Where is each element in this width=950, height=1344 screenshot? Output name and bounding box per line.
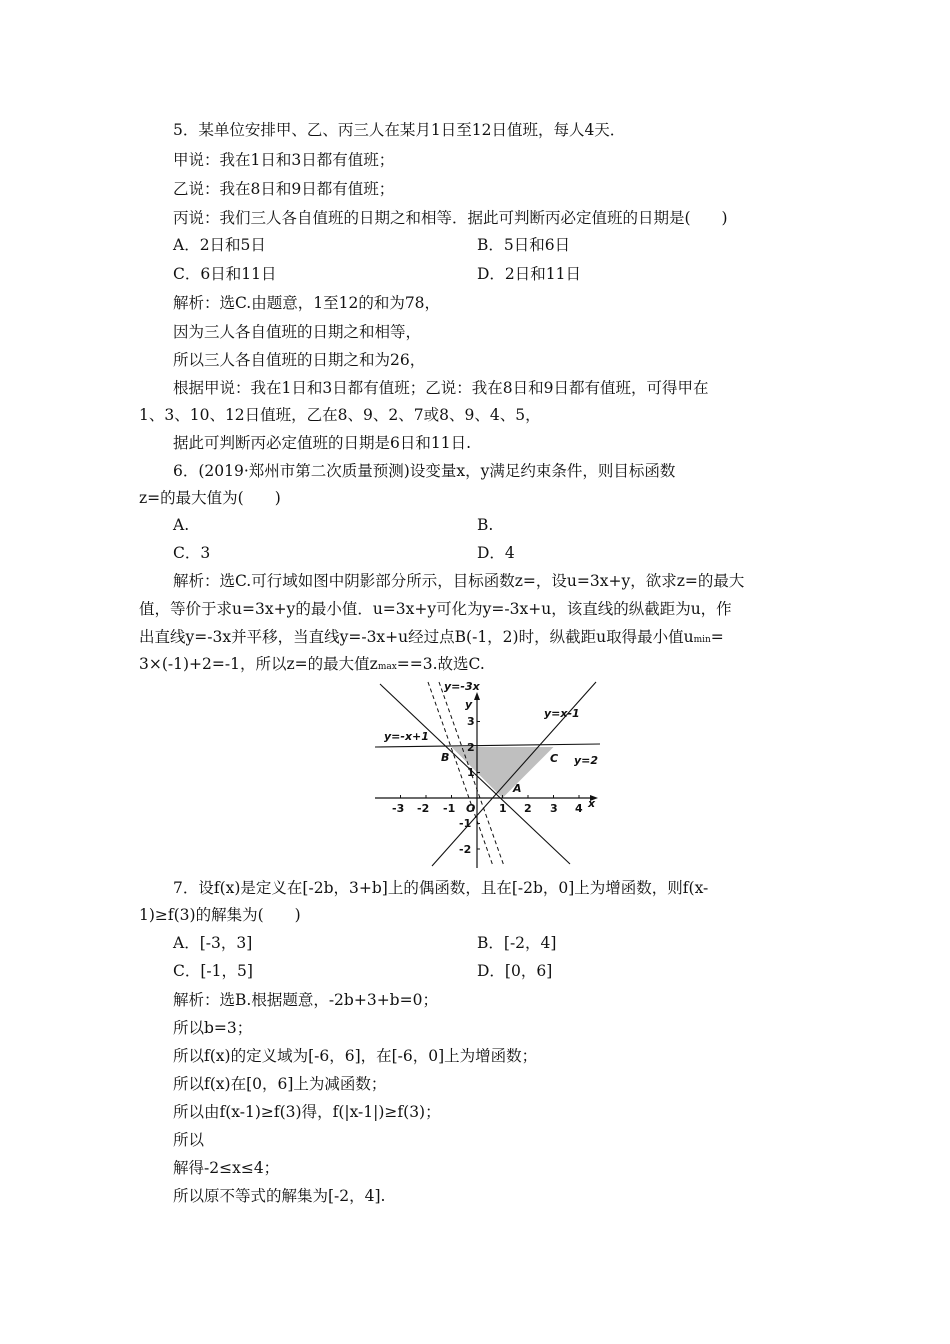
q5-solution-line: 解析：选C.由题意，1至12的和为78， bbox=[173, 294, 441, 312]
q5-solution-line: 据此可判断丙必定值班的日期是6日和11日. bbox=[173, 434, 472, 452]
q5-option-c: C．6日和11日 bbox=[173, 265, 277, 283]
q7-solution-line: 所以原不等式的解集为[-2，4]. bbox=[173, 1187, 386, 1205]
q6-solution-line: 3×(-1)+2=-1，所以z=的最大值zmax==3.故选C. bbox=[139, 655, 485, 673]
q7-stem: 7．设f(x)是定义在[-2b，3+b]上的偶函数，且在[-2b，0]上为增函数，则f(x- bbox=[173, 879, 709, 897]
q7-option-a: A．[-3，3] bbox=[173, 934, 253, 952]
q5-option-a: A．2日和5日 bbox=[173, 236, 266, 254]
x-tick: 4 bbox=[575, 802, 583, 815]
x-axis-label: x bbox=[588, 797, 596, 810]
q6-solution-line: 出直线y=-3x并平移，当直线y=-3x+u经过点B(-1，2)时，纵截距u取得最小值umin= bbox=[139, 628, 724, 646]
q5-statement-jia: 甲说：我在1日和3日都有值班； bbox=[173, 151, 395, 169]
q7-option-d: D．[0，6] bbox=[477, 962, 553, 980]
q7-solution-line: 所以 bbox=[173, 1131, 205, 1149]
y-tick: -2 bbox=[459, 843, 472, 856]
q7-solution-line: 所以f(x)的定义域为[-6，6]，在[-6，0]上为增函数； bbox=[173, 1047, 538, 1065]
q5-solution-line: 根据甲说：我在1日和3日都有值班；乙说：我在8日和9日都有值班，可得甲在 bbox=[173, 379, 709, 397]
q5-option-b: B．5日和6日 bbox=[477, 236, 571, 254]
line-y-negx-plus1 bbox=[380, 684, 570, 864]
q5-solution-line: 1、3、10、12日值班，乙在8、9、2、7或8、9、4、5， bbox=[139, 406, 541, 424]
q5-statement-yi: 乙说：我在8日和9日都有值班； bbox=[173, 180, 395, 198]
point-a-label: A bbox=[513, 782, 522, 795]
x-tick: 1 bbox=[499, 802, 507, 815]
label-y-x-minus1: y=x-1 bbox=[544, 707, 580, 720]
q7-option-b: B．[-2，4] bbox=[477, 934, 557, 952]
y-axis-arrow bbox=[474, 692, 480, 700]
q7-solution-line: 所以由f(x-1)≥f(3)得，f(|x-1|)≥f(3)； bbox=[173, 1103, 441, 1121]
y-tick: 3 bbox=[467, 715, 475, 728]
q7-option-c: C．[-1，5] bbox=[173, 962, 253, 980]
label-y-neg3x: y=-3x bbox=[444, 680, 480, 693]
q6-stem: 6．(2019·郑州市第二次质量预测)设变量x，y满足约束条件，则目标函数 bbox=[173, 462, 676, 480]
q7-solution-line: 所以b=3； bbox=[173, 1019, 253, 1037]
y-tick: 2 bbox=[467, 741, 475, 754]
q7-solution-line: 解析：选B.根据题意，-2b+3+b=0； bbox=[173, 991, 438, 1009]
line-y2 bbox=[375, 744, 600, 747]
q5-stem: 5．某单位安排甲、乙、丙三人在某月1日至12日值班，每人4天． bbox=[173, 121, 626, 139]
x-tick: 2 bbox=[524, 802, 532, 815]
y-tick: -1 bbox=[459, 817, 472, 830]
label-y-negx-plus1: y=-x+1 bbox=[384, 730, 429, 743]
q6-option-b: B. bbox=[477, 516, 494, 534]
q6-stem-cont: z=的最大值为( ) bbox=[139, 489, 281, 507]
point-b-label: B bbox=[441, 751, 450, 764]
x-tick: 3 bbox=[550, 802, 558, 815]
q5-option-d: D．2日和11日 bbox=[477, 265, 582, 283]
q6-option-d: D．4 bbox=[477, 544, 515, 562]
x-tick: -3 bbox=[392, 802, 405, 815]
q7-solution-line: 解得-2≤x≤4； bbox=[173, 1159, 280, 1177]
q6-option-c: C．3 bbox=[173, 544, 211, 562]
q5-statement-bing: 丙说：我们三人各自值班的日期之和相等．据此可判断丙必定值班的日期是( ) bbox=[173, 209, 728, 227]
x-tick: -1 bbox=[443, 802, 456, 815]
q7-solution-line: 所以f(x)在[0，6]上为减函数； bbox=[173, 1075, 387, 1093]
label-y2: y=2 bbox=[574, 754, 599, 767]
q5-solution-line: 所以三人各自值班的日期之和为26， bbox=[173, 351, 426, 369]
q6-option-a: A. bbox=[173, 516, 190, 534]
feasible-region-graph bbox=[372, 676, 602, 870]
q7-stem-cont: 1)≥f(3)的解集为( ) bbox=[139, 906, 301, 924]
q5-solution-line: 因为三人各自值班的日期之和相等， bbox=[173, 323, 422, 341]
q6-solution-line: 值，等价于求u=3x+y的最小值．u=3x+y可化为y=-3x+u，该直线的纵截距为u，作 bbox=[139, 600, 732, 618]
y-axis-label: y bbox=[465, 698, 473, 711]
x-tick: -2 bbox=[417, 802, 430, 815]
y-tick: 1 bbox=[467, 766, 475, 779]
point-c-label: C bbox=[550, 752, 559, 765]
q6-solution-line: 解析：选C.可行域如图中阴影部分所示，目标函数z=，设u=3x+y，欲求z=的最大 bbox=[173, 572, 745, 590]
origin-label: O bbox=[466, 802, 476, 815]
